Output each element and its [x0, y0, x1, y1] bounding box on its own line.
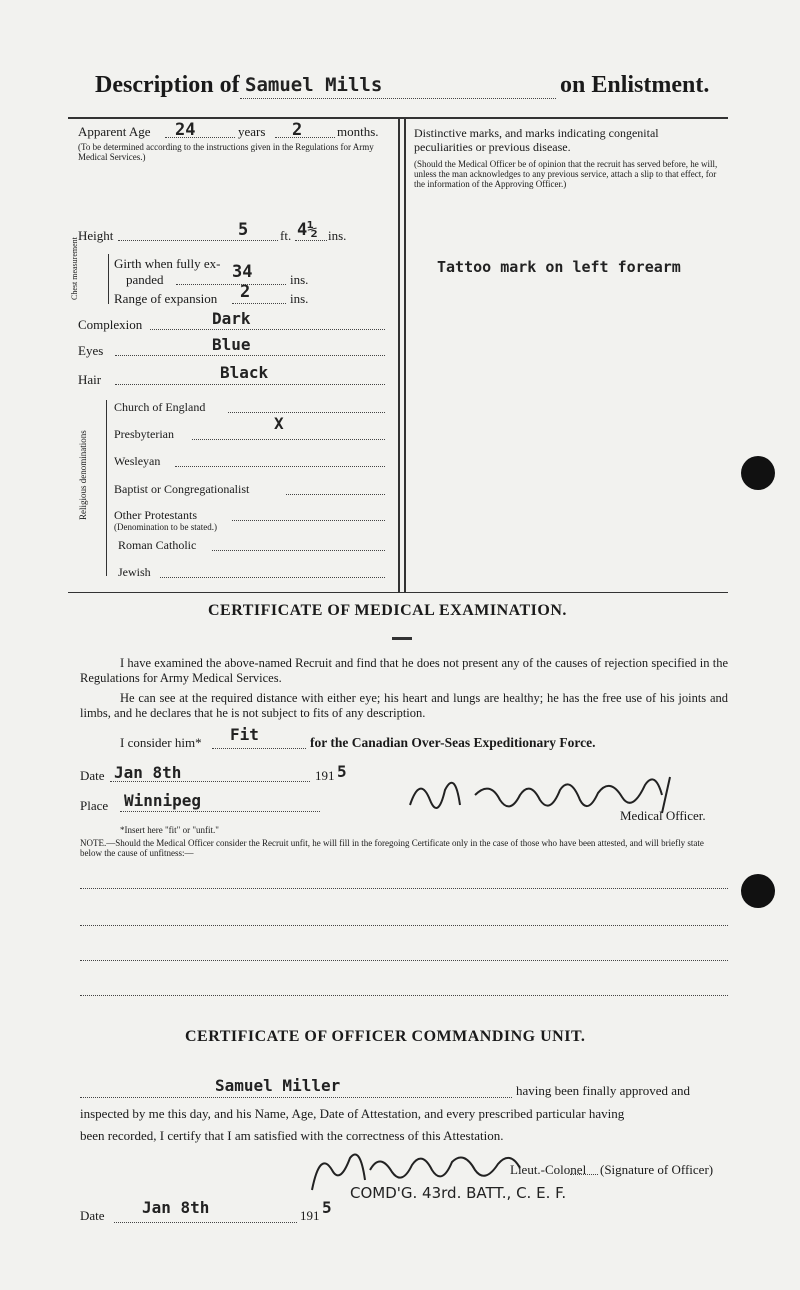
ft-label: ft.	[280, 228, 292, 243]
girth-ins: ins.	[290, 272, 309, 287]
complexion-label: Complexion	[78, 317, 143, 332]
months-label: months.	[337, 124, 379, 139]
religion-label: Religious denominations	[78, 430, 88, 520]
header-name: Samuel Mills	[245, 74, 383, 96]
marks-note: (Should the Medical Officer be of opinion that the recruit has served before, he will, unless the man acknowledges to any previous service, attach a slip to that effect, for the information of the Approving Officer.)	[414, 159, 718, 189]
girth-label-2: panded	[126, 272, 164, 287]
religion-presbyterian: Presbyterian	[114, 427, 174, 441]
place-label: Place	[80, 798, 109, 813]
rank-label: Lieut.-Colonel	[510, 1162, 587, 1177]
girth-value: 34	[232, 262, 253, 282]
religion-church-of-england: Church of England	[114, 400, 206, 414]
expansion-label: Range of expansion	[114, 291, 218, 306]
religion-wesleyan: Wesleyan	[114, 454, 161, 468]
punch-hole-bottom	[741, 874, 775, 908]
header-prefix: Description of	[95, 72, 240, 98]
eyes-value: Blue	[212, 335, 251, 354]
girth-label-1: Girth when fully ex-	[114, 256, 221, 271]
expansion-value: 2	[240, 282, 251, 302]
medical-year-prefix: 191	[315, 768, 335, 783]
religion-jewish: Jewish	[118, 565, 151, 579]
consider-label: I consider him*	[120, 735, 202, 750]
medical-date-value: Jan 8th	[114, 763, 182, 782]
commanding-date-label: Date	[80, 1208, 105, 1223]
age-label: Apparent Age	[78, 124, 151, 139]
unfit-note: NOTE.—Should the Medical Officer consider the Recruit unfit, he will fill in the foregoing Certificate only in the case of those who have been attested, and will briefly state below the cause of unfitness:—	[80, 838, 704, 858]
place-value: Winnipeg	[124, 791, 202, 810]
years-label: years	[238, 124, 266, 139]
consider-suffix: for the Canadian Over-Seas Expeditionary Force.	[310, 735, 596, 750]
marks-title: Distinctive marks, and marks indicating congenital peculiarities or previous disease.	[414, 126, 659, 154]
medical-para2: He can see at the required distance with either eye; his heart and lungs are healthy; he has the free use of his joints and limbs, and he declares that he is not subject to fits of any description.	[80, 691, 728, 720]
hair-value: Black	[220, 363, 269, 382]
religion-roman-catholic: Roman Catholic	[118, 538, 197, 552]
medical-officer-label: Medical Officer.	[620, 808, 706, 823]
medical-date-label: Date	[80, 768, 105, 783]
consider-value: Fit	[230, 725, 259, 744]
chest-label: Chest measurement	[70, 237, 79, 300]
commanding-title: CERTIFICATE OF OFFICER COMMANDING UNIT.	[185, 1028, 586, 1045]
religion-denomination-note: (Denomination to be stated.)	[114, 522, 217, 532]
height-in: 4½	[297, 220, 318, 240]
complexion-value: Dark	[212, 309, 251, 328]
age-years: 24	[175, 120, 196, 140]
commanding-year-value: 5	[322, 1198, 332, 1217]
ins-label: ins.	[328, 228, 347, 243]
religion-mark: X	[274, 414, 284, 433]
commanding-name: Samuel Miller	[215, 1076, 341, 1095]
religion-baptist: Baptist or Congregationalist	[114, 482, 250, 496]
age-note: (To be determined according to the instructions given in the Regulations for Army Medical Services.)	[78, 142, 374, 162]
header-suffix: on Enlistment.	[560, 72, 710, 98]
punch-hole-top	[741, 456, 775, 490]
signature-label: (Signature of Officer)	[600, 1162, 714, 1177]
medical-para1: I have examined the above-named Recruit and find that he does not present any of the causes of rejection specified in the Regulations for Army Medical Services.	[80, 656, 728, 685]
marks-value: Tattoo mark on left forearm	[437, 258, 681, 276]
height-label: Height	[78, 228, 114, 243]
commanding-line2: inspected by me this day, and his Name, Age, Date of Attestation, and every prescribed particular having	[80, 1106, 625, 1121]
commanding-year-prefix: 191	[300, 1208, 320, 1223]
commanding-line1: having been finally approved and	[516, 1083, 690, 1098]
religion-other-protestants: Other Protestants	[114, 508, 197, 522]
insert-note: *Insert here "fit" or "unfit."	[120, 825, 219, 835]
medical-title: CERTIFICATE OF MEDICAL EXAMINATION.	[208, 602, 567, 619]
age-months: 2	[292, 120, 303, 140]
expansion-ins: ins.	[290, 291, 309, 306]
medical-year-value: 5	[337, 762, 347, 781]
commanding-line3: been recorded, I certify that I am satisfied with the correctness of this Attestation.	[80, 1128, 504, 1143]
height-ft: 5	[238, 220, 249, 240]
commanding-stamp: COMD'G. 43rd. BATT., C. E. F.	[350, 1184, 567, 1202]
hair-label: Hair	[78, 372, 102, 387]
commanding-date-value: Jan 8th	[142, 1198, 210, 1217]
eyes-label: Eyes	[78, 343, 104, 358]
